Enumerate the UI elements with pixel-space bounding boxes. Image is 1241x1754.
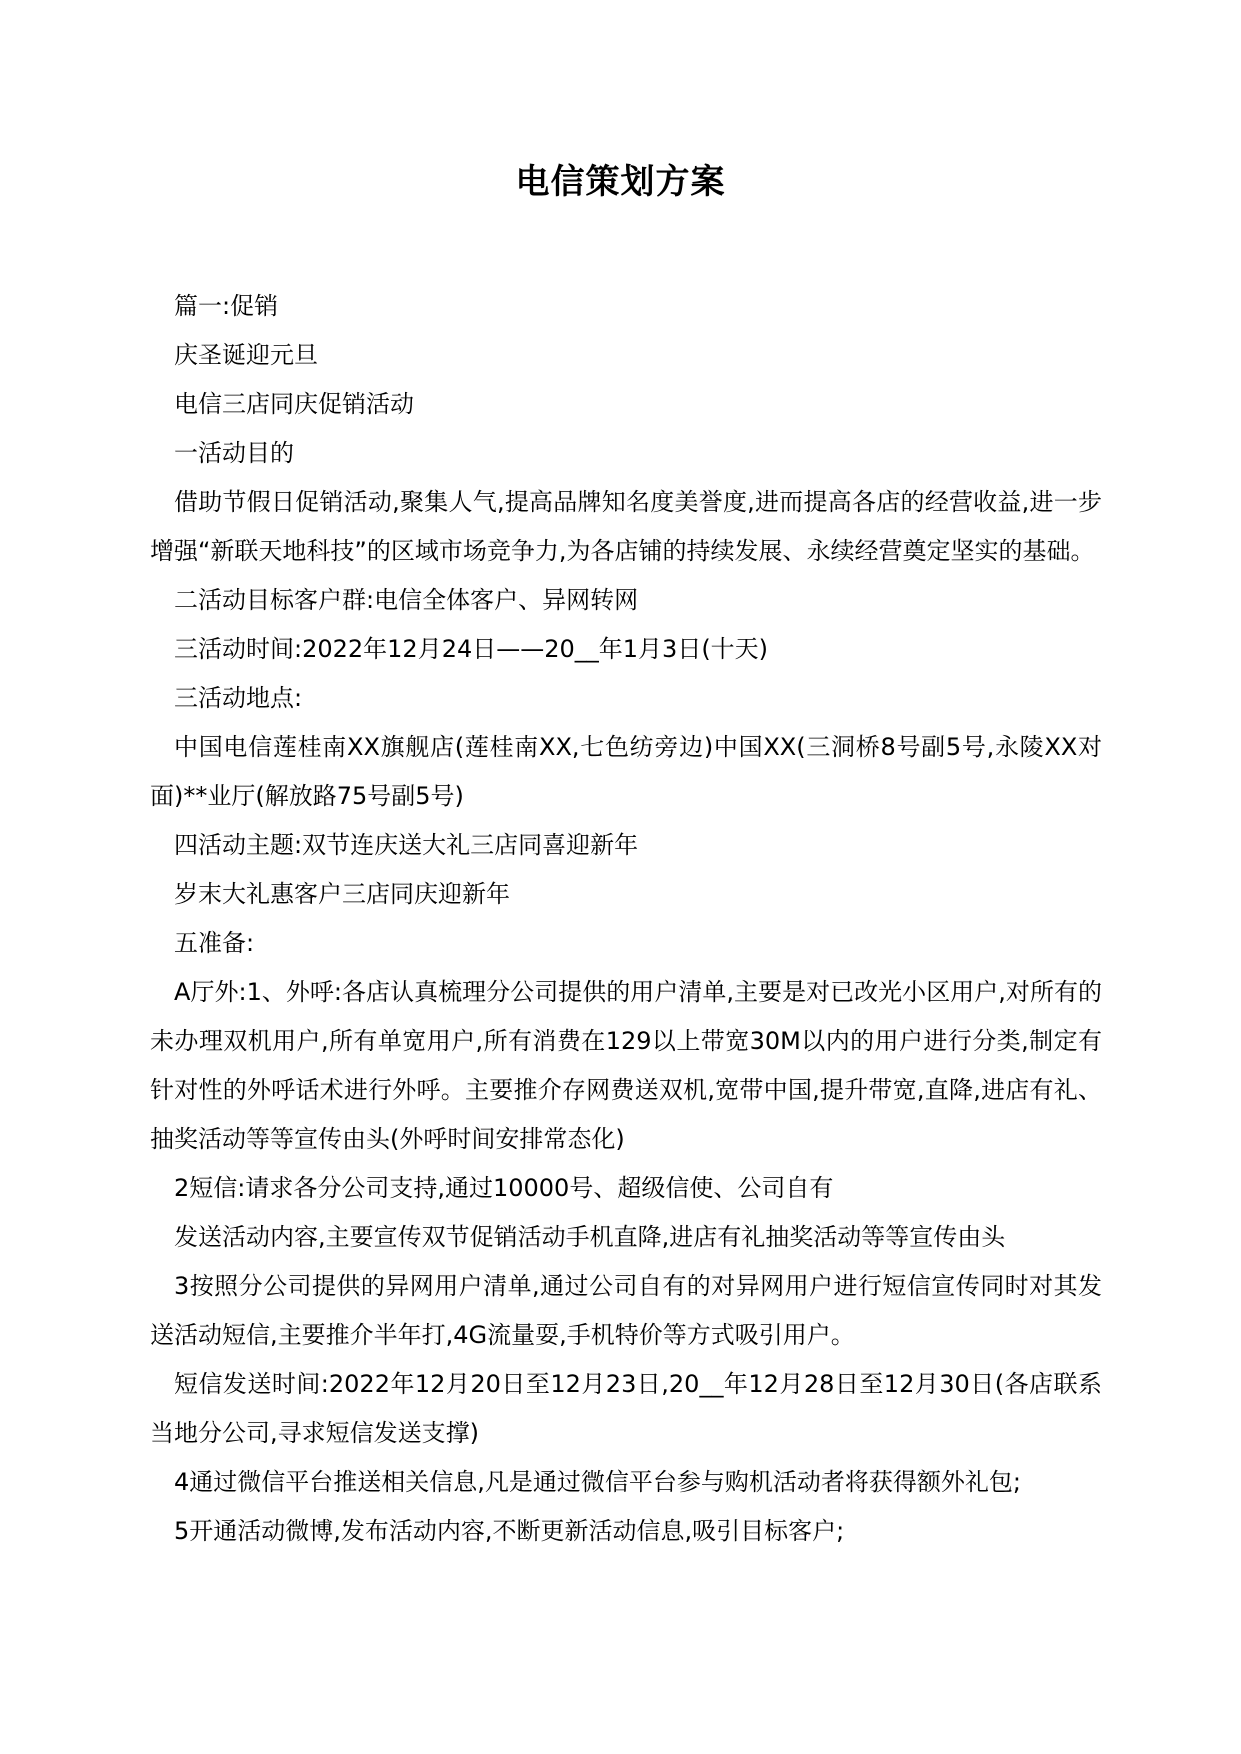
- paragraph-outbound-calls: A厅外:1、外呼:各店认真梳理分公司提供的用户清单,主要是对已改光小区用户,对所有的未办理双机用户,所有单宽用户,所有消费在129以上带宽30M以内的用户进行分类,制定有针对性的外呼话术进行外呼。主要推介存网费送双机,宽带中国,提升带宽,直降,进店有礼、抽奖活动等等宣传由头(外呼时间安排常态化): [150, 978, 1102, 1153]
- paragraph-activity-theme: 四活动主题:双节连庆送大礼三店同喜迎新年: [174, 831, 639, 859]
- heading-preparation: 五准备:: [174, 929, 255, 957]
- paragraph-activity-time: 三活动时间:2022年12月24日——20__年1月3日(十天): [174, 635, 769, 663]
- paragraph-purpose-text: 借助节假日促销活动,聚集人气,提高品牌知名度美誉度,进而提高各店的经营收益,进一步增强“新联天地科技”的区域市场竞争力,为各店铺的持续发展、永续经营奠定坚实的基础。: [150, 488, 1102, 565]
- document-title: 电信策划方案: [515, 162, 726, 202]
- heading-activity-location: 三活动地点:: [174, 684, 303, 712]
- paragraph-wechat: 4通过微信平台推送相关信息,凡是通过微信平台参与购机活动者将获得额外礼包;: [174, 1468, 1021, 1496]
- paragraph-sms: 2短信:请求各分公司支持,通过10000号、超级信使、公司自有: [174, 1174, 834, 1202]
- subtitle-christmas-newyear: 庆圣诞迎元旦: [174, 341, 318, 369]
- subtitle-three-stores-promotion: 电信三店同庆促销活动: [174, 390, 414, 418]
- paragraph-sms-time: 短信发送时间:2022年12月20日至12月23日,20__年12月28日至12月30日(各店联系当地分公司,寻求短信发送支撑): [150, 1370, 1102, 1447]
- document-body: [150, 282, 1102, 1556]
- paragraph-theme-slogan: 岁末大礼惠客户三店同庆迎新年: [174, 880, 510, 908]
- paragraph-weibo: 5开通活动微博,发布活动内容,不断更新活动信息,吸引目标客户;: [174, 1517, 845, 1545]
- paragraph-target-customers: 二活动目标客户群:电信全体客户、异网转网: [174, 586, 639, 614]
- paragraph-other-network-users: 3按照分公司提供的异网用户清单,通过公司自有的对异网用户进行短信宣传同时对其发送活动短信,主要推介半年打,4G流量耍,手机特价等方式吸引用户。: [150, 1272, 1102, 1349]
- section-heading-promotion: 篇一:促销: [174, 292, 279, 320]
- paragraph-locations: 中国电信莲桂南XX旗舰店(莲桂南XX,七色纺旁边)中国XX(三洞桥8号副5号,永陵XX对面)**业厅(解放路75号副5号): [150, 733, 1102, 810]
- heading-activity-purpose: 一活动目的: [174, 439, 294, 467]
- paragraph-sms-content: 发送活动内容,主要宣传双节促销活动手机直降,进店有礼抽奖活动等等宣传由头: [174, 1223, 1006, 1251]
